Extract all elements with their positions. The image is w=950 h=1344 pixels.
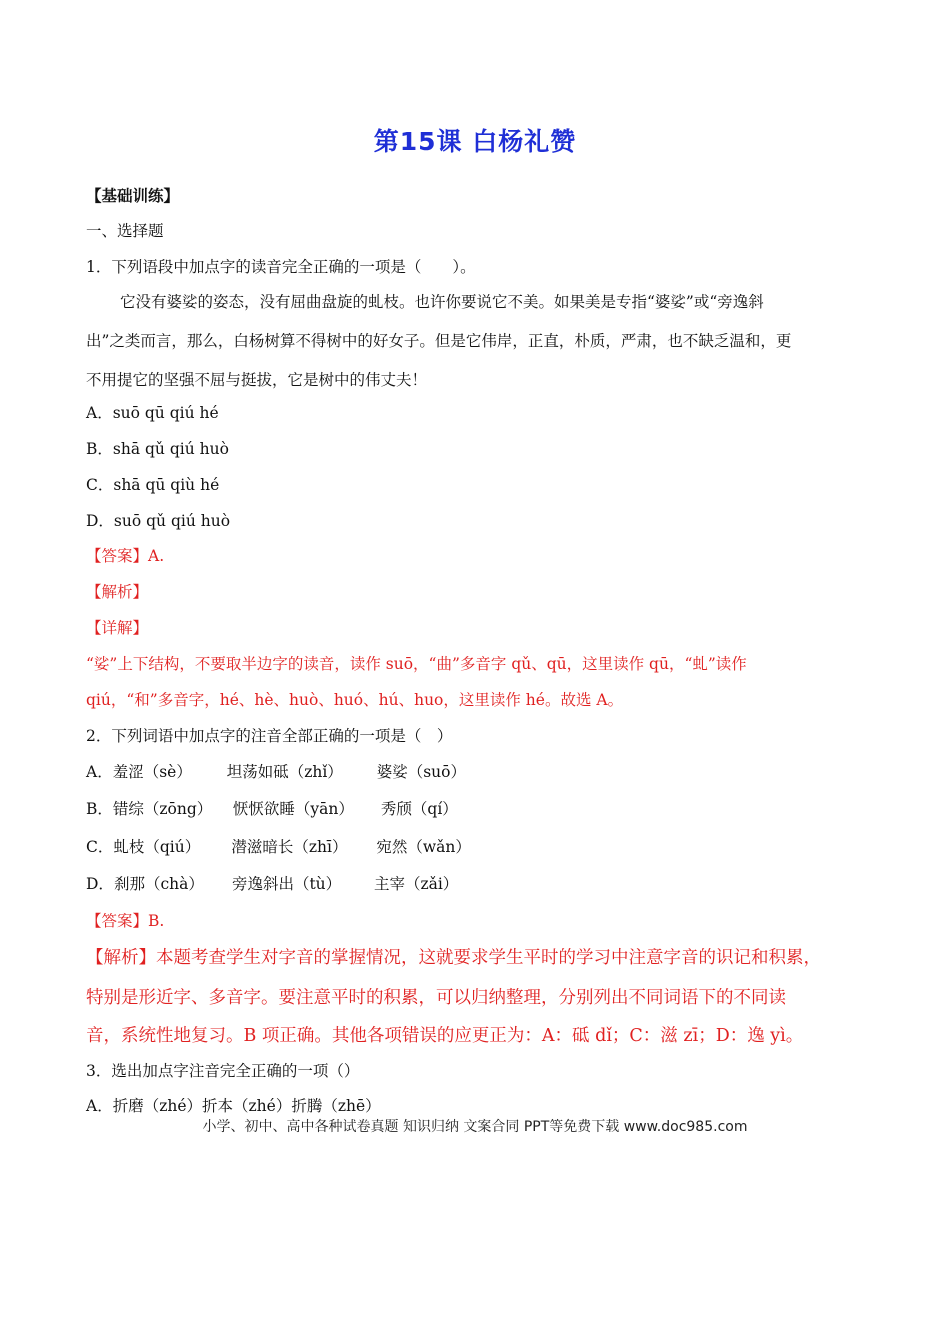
- q1-option-d: D．suō qǔ qiú huò: [86, 512, 231, 530]
- q2-analysis-line: 【解析】本题考查学生对字音的掌握情况，这就要求学生平时的学习中注意字音的识记和积累，: [86, 948, 821, 968]
- q2-answer: 【答案】B.: [86, 912, 165, 930]
- question-2-stem: 2．下列词语中加点字的注音全部正确的一项是（ ）: [86, 727, 453, 745]
- q1-detail-line: qiú，“和”多音字，hé、hè、huò、huó、hú、huo，这里读作 hé。故选 A。: [86, 691, 624, 709]
- lesson-title: 第15课 白杨礼赞: [373, 127, 577, 156]
- q1-analysis: 【解析】: [86, 583, 149, 601]
- q2-option-d: D．刹那（chà） 旁逸斜出（tù） 主宰（zǎi）: [86, 875, 459, 893]
- question-1-stem: 1．下列语段中加点字的读音完全正确的一项是（ ）。: [86, 258, 476, 276]
- q1-answer: 【答案】A.: [86, 547, 165, 565]
- q1-option-b: B．shā qǔ qiú huò: [86, 440, 229, 458]
- q1-passage-line: 不用提它的坚强不屈与挺拔，它是树中的伟丈夫！: [86, 371, 428, 389]
- q1-passage-line: 出”之类而言，那么，白杨树算不得树中的好女子。但是它伟岸，正直，朴质，严肃，也不缺乏温和，更: [86, 332, 792, 350]
- q1-detail-line: “娑”上下结构，不要取半边字的读音，读作 suō，“曲”多音字 qǔ、qū，这里读作 qū，“虬”读作: [86, 655, 747, 673]
- q1-option-c: C．shā qū qiù hé: [86, 476, 220, 494]
- q2-option-b: B．错综（zōng） 恹恹欲睡（yān） 秀颀（qí）: [86, 800, 458, 818]
- q1-passage-line: 它没有婆娑的姿态，没有屈曲盘旋的虬枝。也许你要说它不美。如果美是专指“婆娑”或“旁逸斜: [120, 293, 764, 311]
- q2-option-a: A．羞涩（sè） 坦荡如砥（zhǐ） 婆娑（suō）: [86, 763, 466, 781]
- section-header: 【基础训练】: [86, 186, 180, 205]
- q1-option-a: A．suō qū qiú hé: [86, 404, 219, 422]
- part-heading: 一、选择题: [86, 222, 164, 240]
- q2-option-c: C．虬枝（qiú） 潜滋暗长（zhī） 宛然（wǎn）: [86, 838, 471, 856]
- question-3-stem: 3．选出加点字注音完全正确的一项（）: [86, 1062, 360, 1080]
- q2-analysis-line: 音，系统性地复习。B 项正确。其他各项错误的应更正为：A：砥 dǐ；C：滋 zī；D：逸 yì。: [86, 1026, 804, 1046]
- footer-banner: 小学、初中、高中各种试卷真题 知识归纳 文案合同 PPT等免费下载 www.doc985.com: [202, 1119, 748, 1135]
- q1-detail: 【详解】: [86, 619, 149, 637]
- q2-analysis-line: 特别是形近字、多音字。要注意平时的积累，可以归纳整理，分别列出不同词语下的不同读: [86, 988, 786, 1008]
- q3-option-a: A．折磨（zhé）折本（zhé）折腾（zhē）: [86, 1097, 381, 1115]
